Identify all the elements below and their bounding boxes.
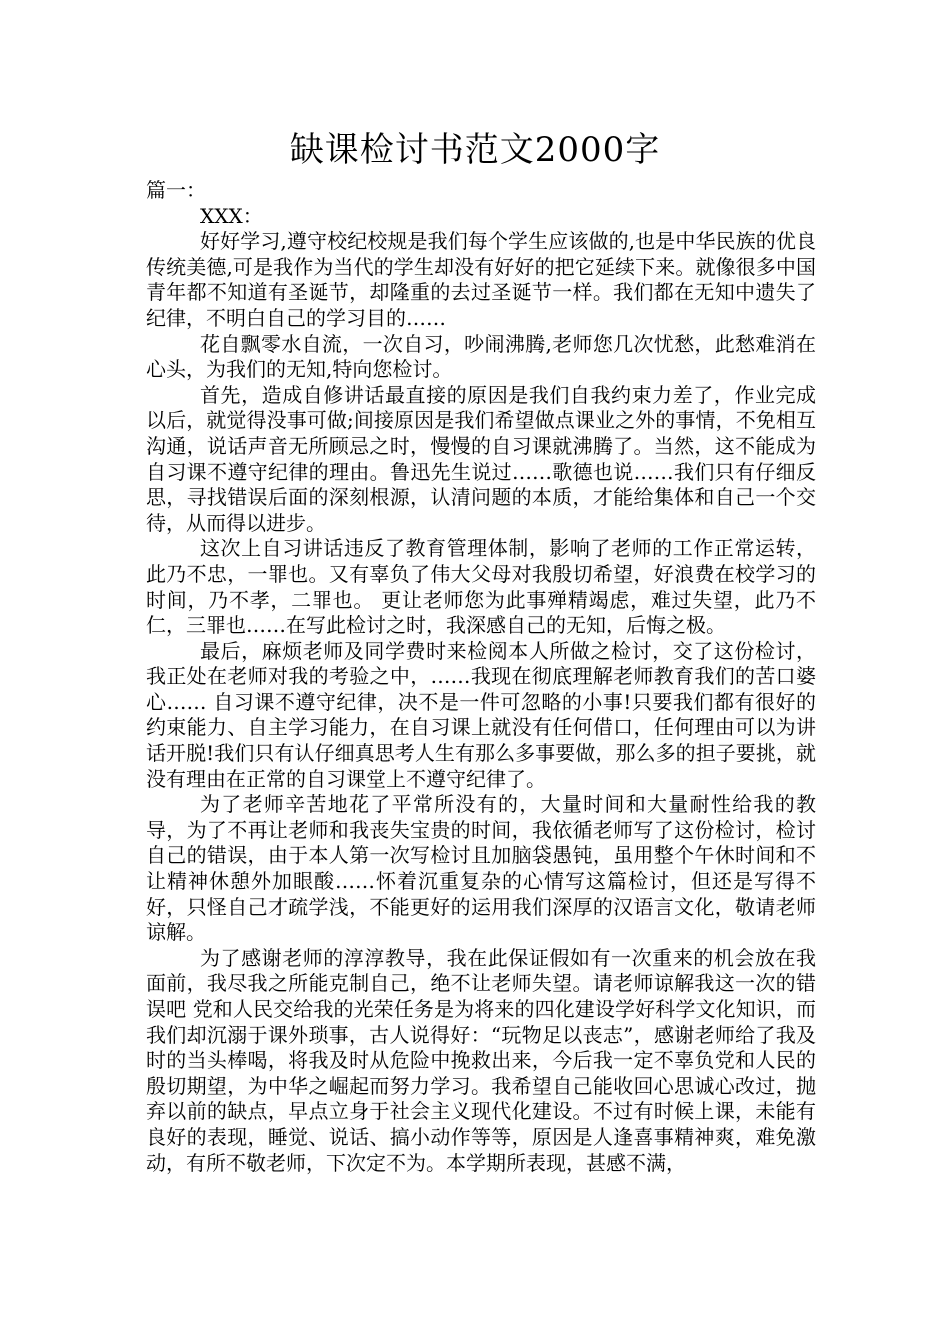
paragraph: 最后，麻烦老师及同学费时来检阅本人所做之检讨，交了这份检讨，我正处在老师对我的考验之中，……我现在彻底理解老师教育我们的苦口婆心…… 自习课不遵守纪律，决不是一件可忽略的小事!只要我们都有很好的约束能力、自主学习能力，在自习课上就没有任何借口，任何理由可以为讲话开脱!我们只有认仔细真思考人生有那么多事要做，那么多的担子要挑，就没有理由在正常的自习课堂上不遵守纪律了。: [146, 638, 816, 791]
paragraph: 花自飘零水自流，一次自习，吵闹沸腾,老师您几次忧愁，此愁难消在心头，为我们的无知,特向您检讨。: [146, 331, 816, 382]
paragraph: 好好学习,遵守校纪校规是我们每个学生应该做的,也是中华民族的优良传统美德,可是我作为当代的学生却没有好好的把它延续下来。就像很多中国青年都不知道有圣诞节，却隆重的去过圣诞节一样。我们都在无知中遗失了纪律，不明白自己的学习目的……: [146, 229, 816, 330]
paragraph: 为了老师辛苦地花了平常所没有的，大量时间和大量耐性给我的教导，为了不再让老师和我丧失宝贵的时间，我依循老师写了这份检讨，检讨自己的错误，由于本人第一次写检讨且加脑袋愚钝，虽用整个午休时间和不让精神休憩外加眼酸……怀着沉重复杂的心情写这篇检讨，但还是写得不好，只怪自己才疏学浅，不能更好的运用我们深厚的汉语言文化，敬请老师谅解。: [146, 792, 816, 945]
paragraph: 首先，造成自修讲话最直接的原因是我们自我约束力差了，作业完成以后，就觉得没事可做;间接原因是我们希望做点课业之外的事情，不免相互沟通，说话声音无所顾忌之时，慢慢的自习课就沸腾了。当然，这不能成为自习课不遵守纪律的理由。鲁迅先生说过……歌德也说……我们只有仔细反思，寻找错误后面的深刻根源，认清问题的本质，才能给集体和自己一个交待，从而得以进步。: [146, 382, 816, 535]
document-body: [146, 178, 816, 1176]
paragraph: 为了感谢老师的淳淳教导，我在此保证假如有一次重来的机会放在我面前，我尽我之所能克制自己，绝不让老师失望。请老师谅解我这一次的错误吧 党和人民交给我的光荣任务是为将来的四化建设学好科学文化知识，而我们却沉溺于课外琐事，古人说得好：“玩物足以丧志”，感谢老师给了我及时的当头棒喝，将我及时从危险中挽救出来，今后我一定不辜负党和人民的殷切期望，为中华之崛起而努力学习。我希望自己能收回心思诚心改过，抛弃以前的缺点，早点立身于社会主义现代化建设。不过有时候上课，未能有良好的表现，睡觉、说话、搞小动作等等，原因是人逢喜事精神爽，难免激动，有所不敬老师，下次定不为。本学期所表现，甚感不满，: [146, 945, 816, 1175]
paragraph: 这次上自习讲话违反了教育管理体制，影响了老师的工作正常运转，此乃不忠，一罪也。又有辜负了伟大父母对我殷切希望，好浪费在校学习的时间，乃不孝，二罪也。 更让老师您为此事殚精竭虑，难过失望，此乃不仁，三罪也……在写此检讨之时，我深感自己的无知，后悔之极。: [146, 536, 816, 638]
salutation: XXX：: [200, 203, 263, 228]
section-label: 篇一：: [146, 178, 206, 202]
document-title: 缺课检讨书范文2000字: [289, 130, 661, 170]
